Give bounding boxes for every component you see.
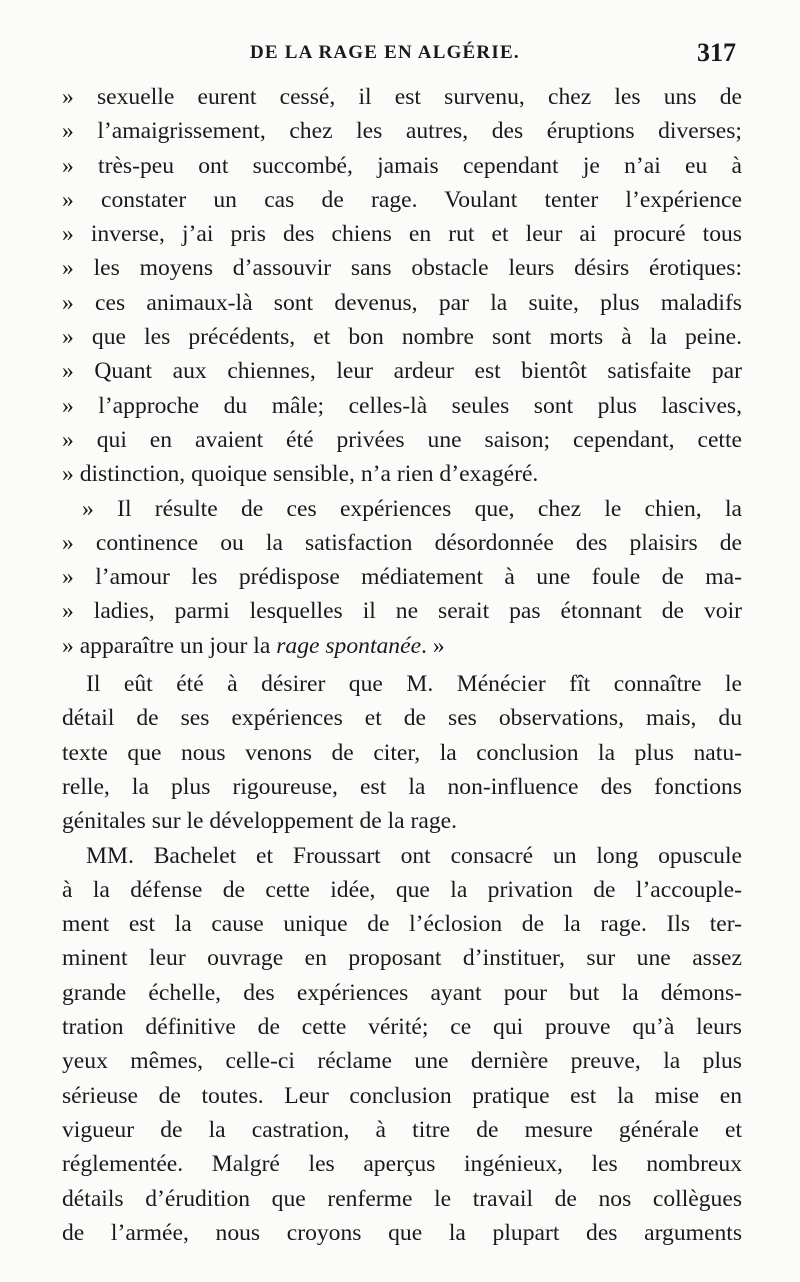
quote-end: . »	[421, 632, 445, 659]
text-line: » inverse, j’ai pris des chiens en rut et leur ai procuré tous	[62, 221, 742, 248]
text-line: » l’approche du mâle; celles-là seules sont plus lascives,	[62, 392, 742, 419]
text-line	[62, 629, 742, 663]
text-line: détail de ses expériences et de ses observations, mais, du	[62, 705, 742, 732]
running-title: DE LA RAGE EN ALGÉRIE.	[250, 42, 520, 63]
text-line: détails d’érudition que renferme le travail de nos collègues	[62, 1185, 742, 1212]
text-line: texte que nous venons de citer, la conclusion la plus natu-	[62, 739, 742, 766]
running-head	[60, 38, 740, 68]
text-line: » sexuelle eurent cessé, il est survenu, chez les uns de	[62, 84, 742, 110]
text-line: » Quant aux chiennes, leur ardeur est bientôt satisfaite par	[62, 358, 742, 385]
text-line: yeux mêmes, celle-ci réclame une dernière preuve, la plus	[62, 1048, 742, 1075]
text-line: » très-peu ont succombé, jamais cependant je n’ai eu à	[62, 152, 742, 179]
text-line: de l’armée, nous croyons que la plupart des arguments	[62, 1219, 742, 1246]
text-line: sérieuse de toutes. Leur conclusion pratique est la mise en	[62, 1082, 742, 1109]
text-line: » Il résulte de ces expériences que, chez le chien, la	[82, 495, 742, 522]
text-line: Il eût été à désirer que M. Ménécier fît connaître le	[86, 671, 742, 698]
quote-text: » apparaître un jour la	[62, 632, 277, 659]
text-line: grande échelle, des expériences ayant pour but la démons-	[62, 979, 742, 1006]
text-line: » l’amour les prédispose médiatement à une foule de ma-	[62, 564, 742, 591]
text-line: vigueur de la castration, à titre de mesure générale et	[62, 1116, 742, 1143]
text-line: » constater un cas de rage. Voulant tenter l’expérience	[62, 186, 742, 213]
text-line: minent leur ouvrage en proposant d’instituer, sur une assez	[62, 945, 742, 972]
text-line: » que les précédents, et bon nombre sont morts à la peine.	[62, 324, 742, 351]
text-line: ment est la cause unique de l’éclosion de la rage. Ils ter-	[62, 911, 742, 938]
text-line: relle, la plus rigoureuse, est la non-influence des fonctions	[62, 773, 742, 800]
body-text	[62, 80, 742, 1250]
text-line: » l’amaigrissement, chez les autres, des éruptions diverses;	[62, 118, 742, 145]
text-line: tration définitive de cette vérité; ce qui prouve qu’à leurs	[62, 1014, 742, 1041]
page-number: 317	[697, 38, 736, 67]
text-line: » ces animaux-là sont devenus, par la suite, plus maladifs	[62, 289, 742, 316]
text-line: » ladies, parmi lesquelles il ne serait pas étonnant de voir	[62, 598, 742, 625]
text-line: réglementée. Malgré les aperçus ingénieux, les nombreux	[62, 1151, 742, 1178]
italic-term: rage spontanée	[276, 632, 422, 659]
text-line: à la défense de cette idée, que la privation de l’accouple-	[62, 876, 742, 903]
text-line: » continence ou la satisfaction désordonnée des plaisirs de	[62, 529, 742, 556]
text-line: » distinction, quoique sensible, n’a rien d’exagéré.	[62, 461, 539, 488]
text-line: » les moyens d’assouvir sans obstacle leurs désirs érotiques:	[62, 255, 742, 282]
text-line: » qui en avaient été privées une saison; cependant, cette	[62, 426, 742, 453]
text-line: MM. Bachelet et Froussart ont consacré un long opuscule	[86, 842, 742, 869]
text-line: génitales sur le développement de la rage.	[62, 808, 458, 835]
